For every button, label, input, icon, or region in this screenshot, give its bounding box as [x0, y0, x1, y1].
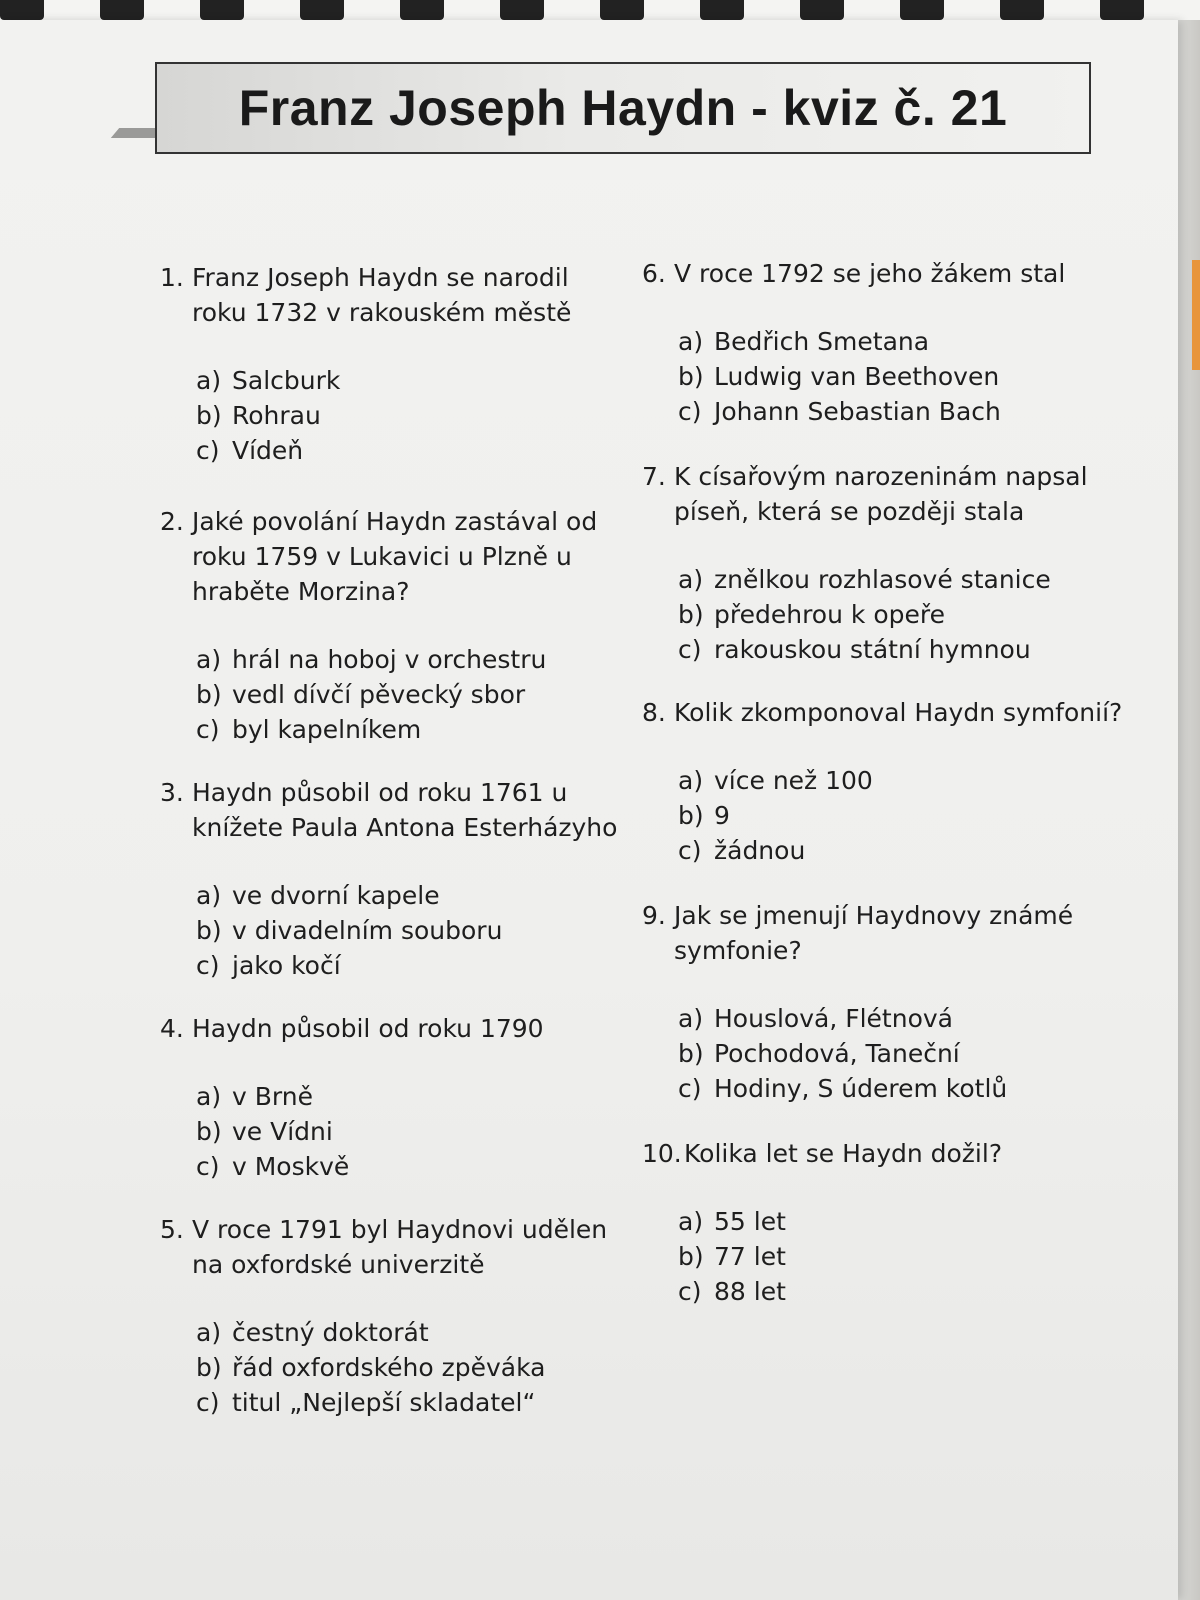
page-title: Franz Joseph Haydn - kviz č. 21 [238, 80, 1008, 136]
question-text: Jaké povolání Haydn zastával od roku 1759 v Lukavici u Plzně u hraběte Morzina? [192, 507, 598, 606]
answer-list [642, 763, 1162, 868]
answer-letter: c) [196, 436, 220, 465]
orange-tab [1192, 260, 1200, 370]
answer-option [678, 1274, 1162, 1309]
question-text: Haydn působil od roku 1761 u knížete Paula Antona Esterházyho [192, 778, 618, 842]
answer-text: 55 let [714, 1207, 786, 1236]
answer-option [678, 359, 1162, 394]
answer-text: vedl dívčí pěvecký sbor [232, 680, 526, 709]
answer-text: 77 let [714, 1242, 786, 1271]
answer-letter: a) [678, 1207, 704, 1236]
answer-letter: c) [678, 635, 702, 664]
binding-ring [400, 0, 444, 20]
answer-option [678, 324, 1162, 359]
answer-letter: a) [196, 645, 222, 674]
answer-letter: c) [678, 836, 702, 865]
answer-option [196, 712, 630, 747]
answer-text: 88 let [714, 1277, 786, 1306]
answer-text: znělkou rozhlasové stanice [714, 565, 1051, 594]
answer-option [196, 1114, 630, 1149]
binding-ring [900, 0, 944, 20]
answer-text: 9 [714, 801, 730, 830]
answer-text: předehrou k opeře [714, 600, 945, 629]
answer-option [678, 798, 1162, 833]
answer-option [196, 1079, 630, 1114]
answer-letter: b) [196, 1117, 222, 1146]
answer-text: titul „Nejlepší skladatel“ [232, 1388, 536, 1417]
answer-letter: b) [678, 600, 704, 629]
answer-option [196, 433, 630, 468]
answer-option [678, 1036, 1162, 1071]
binding-ring [500, 0, 544, 20]
question-text: Haydn působil od roku 1790 [192, 1014, 544, 1043]
answer-text: řád oxfordského zpěváka [232, 1353, 546, 1382]
answer-list [160, 642, 630, 747]
question-number: 4. [160, 1014, 184, 1043]
answer-option [678, 562, 1162, 597]
question-text: V roce 1791 byl Haydnovi udělen na oxfordské univerzitě [192, 1215, 608, 1279]
answer-text: byl kapelníkem [232, 715, 422, 744]
answer-option [678, 1071, 1162, 1106]
right-column [642, 256, 1162, 1309]
answer-option [678, 833, 1162, 868]
answer-letter: b) [196, 916, 222, 945]
answer-letter: a) [196, 1082, 222, 1111]
question-number: 9. [642, 901, 666, 930]
answer-option [196, 642, 630, 677]
answer-text: Pochodová, Taneční [714, 1039, 960, 1068]
answer-option [678, 1204, 1162, 1239]
question-2 [160, 504, 630, 747]
answer-letter: c) [678, 1074, 702, 1103]
question-text: K císařovým narozeninám napsal píseň, která se později stala [674, 462, 1088, 526]
answer-text: Vídeň [232, 436, 304, 465]
answer-letter: b) [678, 362, 704, 391]
answer-letter: a) [678, 1004, 704, 1033]
answer-text: více než 100 [714, 766, 873, 795]
answer-letter: b) [678, 1039, 704, 1068]
answer-text: Hodiny, S úderem kotlů [714, 1074, 1008, 1103]
answer-list [160, 1079, 630, 1184]
answer-option [678, 1239, 1162, 1274]
question-number: 5. [160, 1215, 184, 1244]
question-number: 3. [160, 778, 184, 807]
binding-ring [100, 0, 144, 20]
binding-ring [700, 0, 744, 20]
answer-letter: c) [196, 951, 220, 980]
answer-option [196, 363, 630, 398]
title-box [155, 62, 1091, 154]
answer-text: ve Vídni [232, 1117, 333, 1146]
answer-option [196, 913, 630, 948]
question-text: Kolika let se Haydn dožil? [684, 1139, 1003, 1168]
binding-ring [1000, 0, 1044, 20]
answer-option [196, 1350, 630, 1385]
answer-letter: b) [678, 801, 704, 830]
left-column [160, 260, 630, 1420]
binding-ring [0, 0, 44, 20]
answer-letter: a) [196, 1318, 222, 1347]
answer-text: Houslová, Flétnová [714, 1004, 953, 1033]
answer-letter: a) [678, 766, 704, 795]
answer-letter: a) [196, 881, 222, 910]
question-text: Franz Joseph Haydn se narodil roku 1732 v rakouském městě [192, 263, 572, 327]
answer-letter: c) [678, 397, 702, 426]
question-6 [642, 256, 1162, 429]
answer-text: Ludwig van Beethoven [714, 362, 1000, 391]
answer-option [196, 1149, 630, 1184]
answer-option [678, 597, 1162, 632]
answer-list [642, 1204, 1162, 1309]
question-10 [642, 1136, 1162, 1309]
question-text: Kolik zkomponoval Haydn symfonií? [674, 698, 1123, 727]
question-text: V roce 1792 se jeho žákem stal [674, 259, 1066, 288]
answer-letter: a) [196, 366, 222, 395]
answer-text: žádnou [714, 836, 806, 865]
answer-letter: c) [678, 1277, 702, 1306]
answer-text: ve dvorní kapele [232, 881, 440, 910]
answer-option [678, 1001, 1162, 1036]
answer-list [642, 324, 1162, 429]
answer-text: v divadelním souboru [232, 916, 503, 945]
answer-text: Johann Sebastian Bach [714, 397, 1001, 426]
question-number: 8. [642, 698, 666, 727]
answer-letter: c) [196, 1388, 220, 1417]
answer-option [196, 677, 630, 712]
binding-ring [1100, 0, 1144, 20]
question-9 [642, 898, 1162, 1106]
answer-text: hrál na hoboj v orchestru [232, 645, 547, 674]
answer-option [678, 632, 1162, 667]
binding-ring [300, 0, 344, 20]
question-number: 10. [642, 1139, 682, 1168]
binding-ring [200, 0, 244, 20]
question-8 [642, 695, 1162, 868]
question-number: 7. [642, 462, 666, 491]
answer-option [196, 398, 630, 433]
answer-text: čestný doktorát [232, 1318, 429, 1347]
question-number: 2. [160, 507, 184, 536]
binding-ring [600, 0, 644, 20]
question-3 [160, 775, 630, 983]
answer-option [196, 948, 630, 983]
answer-text: Bedřich Smetana [714, 327, 930, 356]
answer-text: v Moskvě [232, 1152, 350, 1181]
answer-letter: b) [678, 1242, 704, 1271]
answer-option [196, 1385, 630, 1420]
question-text: Jak se jmenují Haydnovy známé symfonie? [674, 901, 1074, 965]
answer-list [160, 878, 630, 983]
answer-option [678, 763, 1162, 798]
spiral-binding [0, 0, 1200, 20]
question-number: 6. [642, 259, 666, 288]
question-4 [160, 1011, 630, 1184]
page-edge [1178, 20, 1200, 1600]
question-5 [160, 1212, 630, 1420]
answer-text: v Brně [232, 1082, 313, 1111]
answer-list [642, 1001, 1162, 1106]
answer-option [678, 394, 1162, 429]
answer-list [160, 363, 630, 468]
answer-list [160, 1315, 630, 1420]
answer-letter: c) [196, 715, 220, 744]
question-number: 1. [160, 263, 184, 292]
answer-letter: a) [678, 327, 704, 356]
answer-letter: a) [678, 565, 704, 594]
answer-option [196, 1315, 630, 1350]
question-1 [160, 260, 630, 468]
question-7 [642, 459, 1162, 667]
answer-letter: b) [196, 680, 222, 709]
binding-ring [800, 0, 844, 20]
answer-text: rakouskou státní hymnou [714, 635, 1031, 664]
answer-text: Rohrau [232, 401, 321, 430]
answer-letter: b) [196, 1353, 222, 1382]
answer-letter: b) [196, 401, 222, 430]
answer-option [196, 878, 630, 913]
answer-text: Salcburk [232, 366, 341, 395]
answer-list [642, 562, 1162, 667]
answer-letter: c) [196, 1152, 220, 1181]
answer-text: jako kočí [232, 951, 341, 980]
